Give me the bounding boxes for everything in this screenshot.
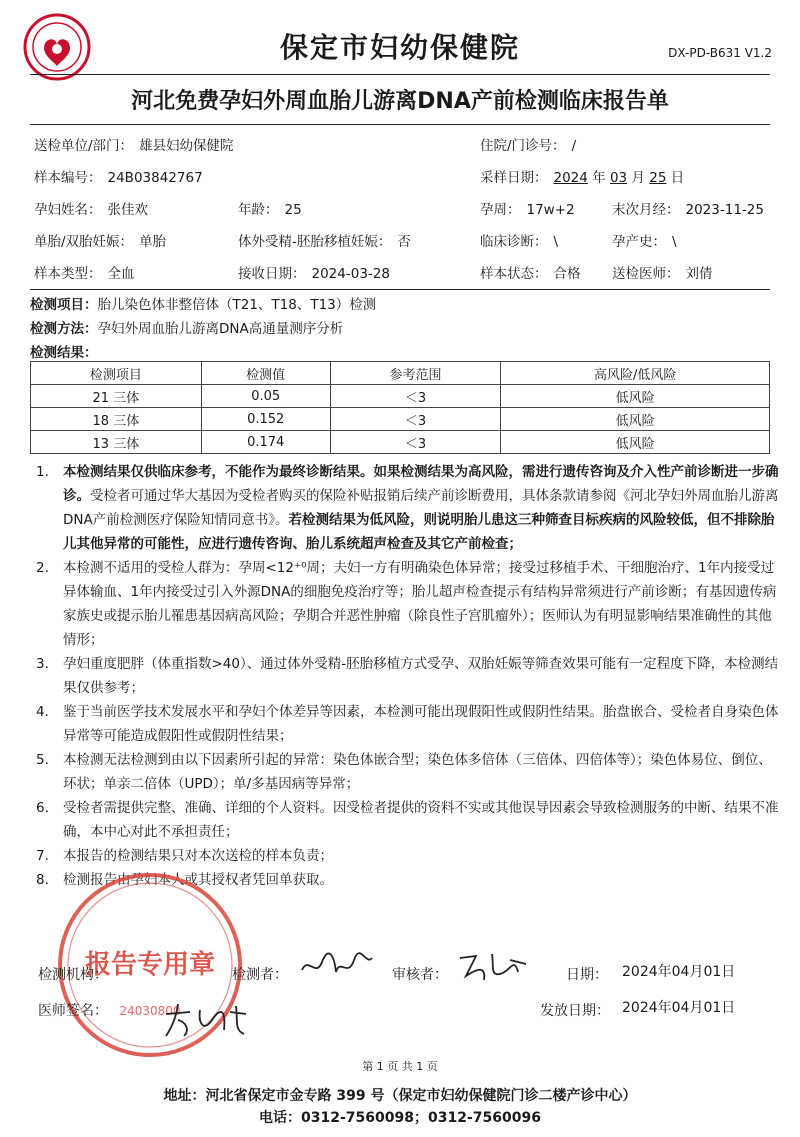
note-item: 4. 鉴于当前医学技术发展水平和孕妇个体差异等因素，本检测可能出现假阳性或假阴性结果。胎盘嵌合、受检者自身染色体异常等可能造成假阳性或假阴性结果； [36, 704, 779, 744]
note-item: 3. 孕妇重度肥胖（体重指数>40）、通过体外受精-胚胎移植方式受孕、双胎妊娠等筛查效果可能有一定程度下降，本检测结果仅供参考； [36, 656, 779, 696]
table-header: 检测项目 [31, 362, 202, 385]
info-divider [30, 289, 770, 290]
table-header: 检测值 [201, 362, 330, 385]
sample-no-field: 样本编号： 24B03842767 [34, 170, 203, 186]
test-result-label: 检测结果： [30, 345, 98, 361]
age-field: 年龄： 25 [238, 202, 302, 218]
twin-field: 单胎/双胎妊娠： 单胎 [34, 234, 167, 250]
table-cell: ＜3 [330, 385, 501, 408]
test-item: 检测项目：胎儿染色体非整倍体（T21、T18、T13）检测 [30, 297, 377, 313]
date-value: 2024年04月01日 [622, 964, 736, 980]
hospital-name: 保定市妇幼保健院 [279, 31, 520, 64]
report-title: 河北免费孕妇外周血胎儿游离DNA产前检测临床报告单 [131, 89, 669, 114]
stamp-text: 报告专用章 [84, 950, 216, 980]
footer-address: 地址：河北省保定市金专路 399 号（保定市妇幼保健院门诊二楼产诊中心） [163, 1088, 637, 1104]
document-code: DX-PD-B631 V1.2 [668, 46, 772, 60]
tester-label: 检测者： [232, 967, 288, 983]
test-method: 检测方法：孕妇外周血胎儿游离DNA高通量测序分析 [30, 321, 344, 337]
collect-date-field: 采样日期： 2024 年 03 月 25 日 [480, 170, 685, 186]
ga-field: 孕周： 17w+2 [480, 202, 575, 218]
diagnosis-field: 临床诊断： \ [480, 234, 559, 250]
table-cell: 0.152 [201, 408, 330, 431]
notes-list [30, 460, 780, 892]
reviewer-signature [452, 946, 532, 986]
note-item: 6. 受检者需提供完整、准确、详细的个人资料。因受检者提供的资料不实或其他误导因素会导致检测服务的中断、结果不准确，本中心对此不承担责任； [36, 800, 779, 840]
note-item: 8. 检测报告由孕妇本人或其授权者凭回单获取。 [36, 872, 333, 888]
table-cell: 低风险 [501, 431, 770, 454]
note-item: 7. 本报告的检测结果只对本次送检的样本负责； [36, 848, 333, 864]
table-header: 高风险/低风险 [501, 362, 770, 385]
date-label: 日期： [566, 967, 608, 983]
reviewer-label: 审核者： [392, 967, 448, 983]
lmp-field: 末次月经： 2023-11-25 [612, 202, 764, 218]
table-header: 参考范围 [330, 362, 501, 385]
ivf-field: 体外受精-胚胎移植妊娠： 否 [238, 234, 411, 250]
table-cell: 21 三体 [31, 385, 202, 408]
note-item: 1. 本检测结果仅供临床参考，不能作为最终诊断结果。如果检测结果为高风险，需进行遗传咨询及介入性产前诊断进一步确诊。受检者可通过华大基因为受检者购买的保险补贴报销后续产前诊断费用，具体条款请参阅《河北孕妇外周血胎儿游离DNA产前检测医疗保险知情同意书》。若检测结果为低风险，则说明胎儿患这三种筛查目标疾病的风险较低，但不排除胎儿其他异常的可能性，应进行遗传咨询、胎儿系统超声检查及其它产前检查； [36, 464, 779, 552]
table-cell: 18 三体 [31, 408, 202, 431]
issue-date-label: 发放日期： [540, 1003, 610, 1019]
table-row [31, 385, 770, 408]
table-cell: 低风险 [501, 408, 770, 431]
table-row [31, 431, 770, 454]
doctor-field: 送检医师： 刘倩 [612, 266, 713, 282]
header-divider [30, 74, 770, 75]
table-row [31, 408, 770, 431]
table-cell: ＜3 [330, 431, 501, 454]
sample-status-field: 样本状态： 合格 [480, 266, 581, 282]
title-divider [30, 124, 770, 125]
note-item: 2. 本检测不适用的受检人群为：孕周<12⁺⁰周；夫妇一方有明确染色体异常；接受过移植手术、干细胞治疗、1年内接受过异体输血、1年内接受过引入外源DNA的细胞免疫治疗等；胎儿超声检查提示有结构异常须进行产前诊断；有基因遗传病家族史或提示胎儿罹患基因病高风险；孕期合并恶性肿瘤（除良性子宫肌瘤外）；医师认为有明显影响结果准确性的其他情形； [36, 560, 777, 648]
table-cell: ＜3 [330, 408, 501, 431]
dept-field: 送检单位/部门： 雄县妇幼保健院 [34, 138, 234, 154]
note-item: 5. 本检测无法检测到由以下因素所引起的异常：染色体嵌合型；染色体多倍体（三倍体、四倍体等）；染色体易位、倒位、环状；单亲二倍体（UPD）；单/多基因病等异常； [36, 752, 772, 792]
stamp-number: 24030800 [119, 1004, 181, 1018]
table-cell: 0.05 [201, 385, 330, 408]
table-cell: 13 三体 [31, 431, 202, 454]
org-label: 检测机构： [38, 967, 108, 983]
footer-phone: 电话：0312-7560098；0312-7560096 [259, 1110, 541, 1126]
sample-type-field: 样本类型： 全血 [34, 266, 135, 282]
issue-date-value: 2024年04月01日 [622, 1000, 736, 1016]
doctor-signature [160, 1000, 250, 1040]
inpatient-field: 住院/门诊号： / [480, 138, 577, 154]
tester-signature [296, 948, 376, 984]
receive-date-field: 接收日期： 2024-03-28 [238, 266, 390, 282]
gp-history-field: 孕产史： \ [612, 234, 677, 250]
name-field: 孕妇姓名： 张佳欢 [34, 202, 148, 218]
page-number: 第 1 页 共 1 页 [362, 1060, 438, 1073]
table-header-row [31, 362, 770, 385]
results-table [30, 361, 770, 454]
table-cell: 低风险 [501, 385, 770, 408]
table-cell: 0.174 [201, 431, 330, 454]
doctor-sign-label: 医师签名： [38, 1003, 108, 1019]
